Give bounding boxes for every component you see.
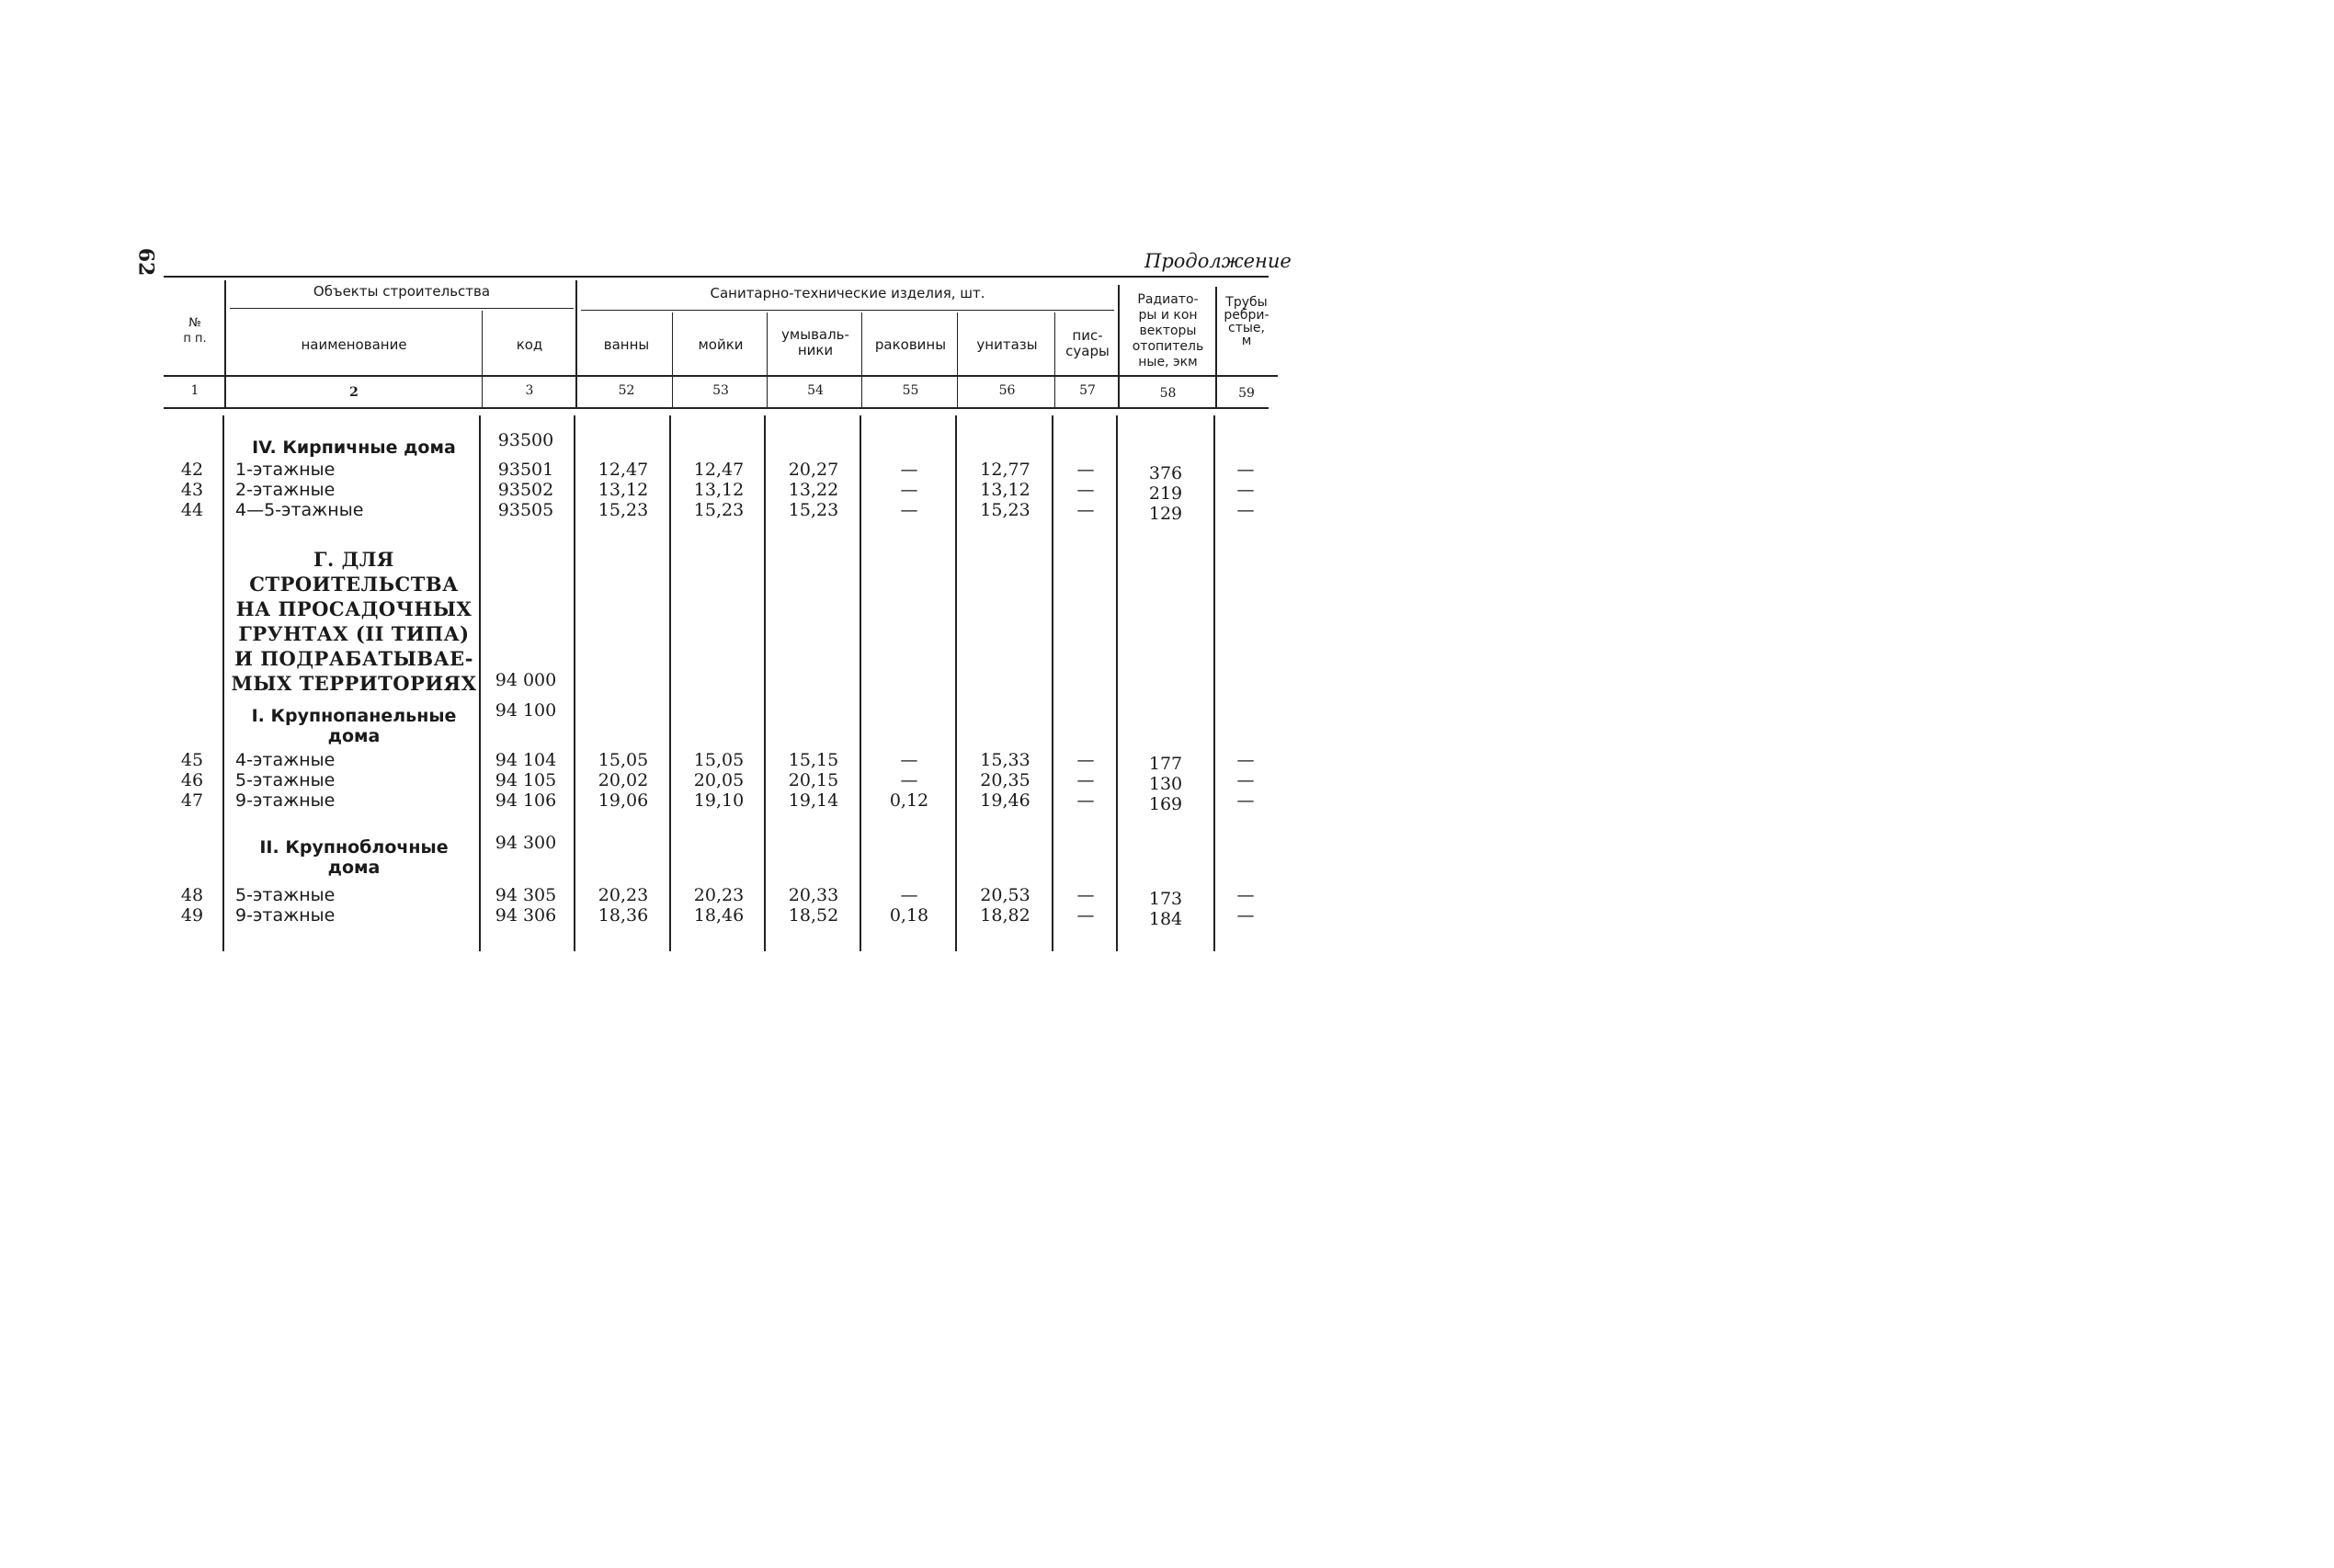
cell-v53: 13,12 — [693, 480, 745, 500]
continuation-label: Продолжение — [1144, 250, 1292, 272]
cell-no: 45 — [180, 750, 204, 770]
cell-v53: 18,46 — [693, 905, 745, 926]
cell-no: 44 — [180, 500, 204, 520]
cell-v56: 20,35 — [980, 770, 1030, 790]
hdr-div-1 — [224, 280, 226, 407]
cell-v54: 19,14 — [788, 790, 839, 811]
rule-group — [230, 308, 574, 309]
cell-v57: — — [1076, 885, 1095, 905]
hdr-div-8 — [1054, 312, 1055, 407]
cell-v57: — — [1076, 460, 1095, 480]
cell-v52: 18,36 — [598, 905, 649, 926]
colnum-54: 54 — [807, 383, 824, 398]
cell-code: 94 105 — [495, 770, 557, 790]
cell-v55: — — [900, 885, 918, 905]
hdr-div-7 — [957, 312, 958, 407]
cell-code: 94 106 — [495, 790, 557, 811]
section-panel-title: I. Крупнопанельные дома — [251, 706, 457, 746]
cell-v55: — — [900, 750, 918, 770]
cell-v56: 15,23 — [980, 500, 1030, 520]
cell-v52: 12,47 — [598, 460, 649, 480]
cell-name: 5-этажные — [235, 885, 336, 905]
cell-v53: 15,05 — [693, 750, 745, 770]
cell-code: 93505 — [497, 500, 554, 520]
cell-no: 46 — [180, 770, 204, 790]
section-block-title: II. Крупноблочные дома — [259, 837, 449, 878]
rule-colnum-bottom — [164, 407, 1269, 409]
header-no: № п п. — [183, 316, 207, 346]
header-urinals: пис- суары — [1065, 327, 1110, 359]
cell-no: 49 — [180, 905, 204, 926]
cell-v55: — — [900, 480, 918, 500]
hdr-div-10 — [1215, 287, 1217, 407]
colnum-59: 59 — [1238, 386, 1255, 401]
body-div-7 — [955, 415, 957, 951]
cell-code: 94 305 — [495, 885, 557, 905]
cell-v58: 184 — [1148, 909, 1183, 929]
cell-v56: 15,33 — [980, 750, 1030, 770]
cell-v56: 18,82 — [980, 905, 1030, 926]
page-number: 62 — [133, 247, 158, 277]
body-div-1 — [222, 415, 224, 951]
cell-no: 43 — [180, 480, 204, 500]
header-objects-group: Объекты строительства — [313, 283, 491, 300]
cell-v52: 20,02 — [598, 770, 649, 790]
cell-v58: 129 — [1148, 504, 1183, 524]
cell-v58: 219 — [1148, 483, 1183, 504]
cell-v59: — — [1236, 750, 1255, 770]
body-div-2 — [479, 415, 481, 951]
header-radiators: Радиато- ры и кон векторы отопитель ные, экм — [1132, 292, 1204, 369]
colnum-2: 2 — [349, 385, 359, 400]
cell-v54: 20,27 — [788, 460, 839, 480]
cell-v53: 20,05 — [693, 770, 745, 790]
cell-v59: — — [1236, 905, 1255, 926]
cell-v56: 13,12 — [980, 480, 1030, 500]
cell-no: 48 — [180, 885, 204, 905]
cell-name: 1-этажные — [235, 460, 336, 480]
cell-v57: — — [1076, 750, 1095, 770]
cell-v54: 20,33 — [788, 885, 839, 905]
cell-v54: 15,15 — [788, 750, 839, 770]
cell-v59: — — [1236, 770, 1255, 790]
cell-v54: 15,23 — [788, 500, 839, 520]
section-brick-title: IV. Кирпичные дома — [252, 437, 456, 458]
cell-v52: 20,23 — [598, 885, 649, 905]
section-subsidence-title: Г. ДЛЯ СТРОИТЕЛЬСТВА НА ПРОСАДОЧНЫХ ГРУНТАХ (II ТИПА) И ПОДРАБАТЫВАЕ- МЫХ ТЕРРИТОРИЯХ — [231, 548, 477, 695]
cell-v59: — — [1236, 460, 1255, 480]
body-div-9 — [1116, 415, 1118, 951]
body-div-3 — [574, 415, 575, 951]
colnum-53: 53 — [712, 383, 729, 398]
cell-v58: 376 — [1148, 463, 1183, 483]
cell-v59: — — [1236, 500, 1255, 520]
cell-v53: 12,47 — [693, 460, 745, 480]
hdr-div-3 — [575, 280, 577, 407]
cell-v57: — — [1076, 905, 1095, 926]
cell-v52: 15,05 — [598, 750, 649, 770]
cell-name: 9-этажные — [235, 905, 336, 926]
header-rakoviny: раковины — [874, 336, 947, 353]
section-panel-code: 94 100 — [495, 700, 557, 721]
rule-top — [164, 276, 1269, 278]
cell-v56: 20,53 — [980, 885, 1030, 905]
cell-v55: 0,12 — [889, 790, 929, 811]
body-div-10 — [1213, 415, 1215, 951]
cell-v55: 0,18 — [889, 905, 929, 926]
cell-v58: 130 — [1148, 774, 1183, 794]
colnum-57: 57 — [1079, 383, 1096, 398]
cell-v54: 13,22 — [788, 480, 839, 500]
rule-header-bottom — [164, 375, 1278, 377]
hdr-div-9 — [1118, 285, 1120, 407]
colnum-56: 56 — [998, 383, 1016, 398]
cell-v53: 20,23 — [693, 885, 745, 905]
header-code: код — [516, 336, 543, 353]
header-name: наименование — [301, 336, 407, 353]
cell-v55: — — [900, 460, 918, 480]
cell-v52: 15,23 — [598, 500, 649, 520]
cell-v57: — — [1076, 770, 1095, 790]
colnum-55: 55 — [902, 383, 919, 398]
colnum-3: 3 — [525, 383, 534, 398]
cell-v57: — — [1076, 480, 1095, 500]
header-baths: ванны — [603, 336, 650, 353]
cell-v58: 169 — [1148, 794, 1183, 814]
section-block-code: 94 300 — [495, 833, 557, 853]
cell-code: 94 104 — [495, 750, 557, 770]
hdr-div-4 — [672, 312, 673, 407]
header-pipes: Трубы ребри- стые, м — [1224, 295, 1269, 348]
cell-name: 2-этажные — [235, 480, 336, 500]
header-sinks: мойки — [698, 336, 744, 353]
hdr-div-2 — [482, 311, 483, 407]
cell-name: 9-этажные — [235, 790, 336, 811]
hdr-div-6 — [861, 312, 862, 407]
cell-code: 93502 — [497, 480, 554, 500]
cell-v55: — — [900, 500, 918, 520]
cell-v54: 20,15 — [788, 770, 839, 790]
colnum-1: 1 — [190, 383, 199, 398]
cell-v53: 19,10 — [693, 790, 745, 811]
cell-v59: — — [1236, 885, 1255, 905]
cell-v59: — — [1236, 480, 1255, 500]
cell-v58: 173 — [1148, 889, 1183, 909]
cell-no: 47 — [180, 790, 204, 811]
cell-code: 93501 — [497, 460, 554, 480]
header-washbasins: умываль- ники — [781, 326, 849, 358]
cell-v55: — — [900, 770, 918, 790]
cell-name: 4-этажные — [235, 750, 336, 770]
cell-name: 4—5-этажные — [235, 500, 364, 520]
section-brick-code: 93500 — [497, 430, 554, 450]
cell-v56: 19,46 — [980, 790, 1030, 811]
cell-v59: — — [1236, 790, 1255, 811]
cell-no: 42 — [180, 460, 204, 480]
cell-v57: — — [1076, 500, 1095, 520]
cell-v53: 15,23 — [693, 500, 745, 520]
cell-v57: — — [1076, 790, 1095, 811]
cell-v54: 18,52 — [788, 905, 839, 926]
cell-v52: 19,06 — [598, 790, 649, 811]
body-div-8 — [1052, 415, 1053, 951]
colnum-52: 52 — [618, 383, 635, 398]
colnum-58: 58 — [1159, 386, 1177, 401]
body-div-6 — [860, 415, 861, 951]
cell-v56: 12,77 — [980, 460, 1030, 480]
section-subsidence-code: 94 000 — [495, 670, 557, 690]
cell-v52: 13,12 — [598, 480, 649, 500]
header-sanitary-group: Санитарно-технические изделия, шт. — [710, 285, 985, 301]
cell-code: 94 306 — [495, 905, 557, 926]
hdr-div-5 — [767, 312, 768, 407]
rule-group2 — [581, 310, 1114, 311]
cell-v58: 177 — [1148, 754, 1183, 774]
cell-name: 5-этажные — [235, 770, 336, 790]
body-div-4 — [669, 415, 671, 951]
header-toilets: унитазы — [976, 336, 1038, 353]
